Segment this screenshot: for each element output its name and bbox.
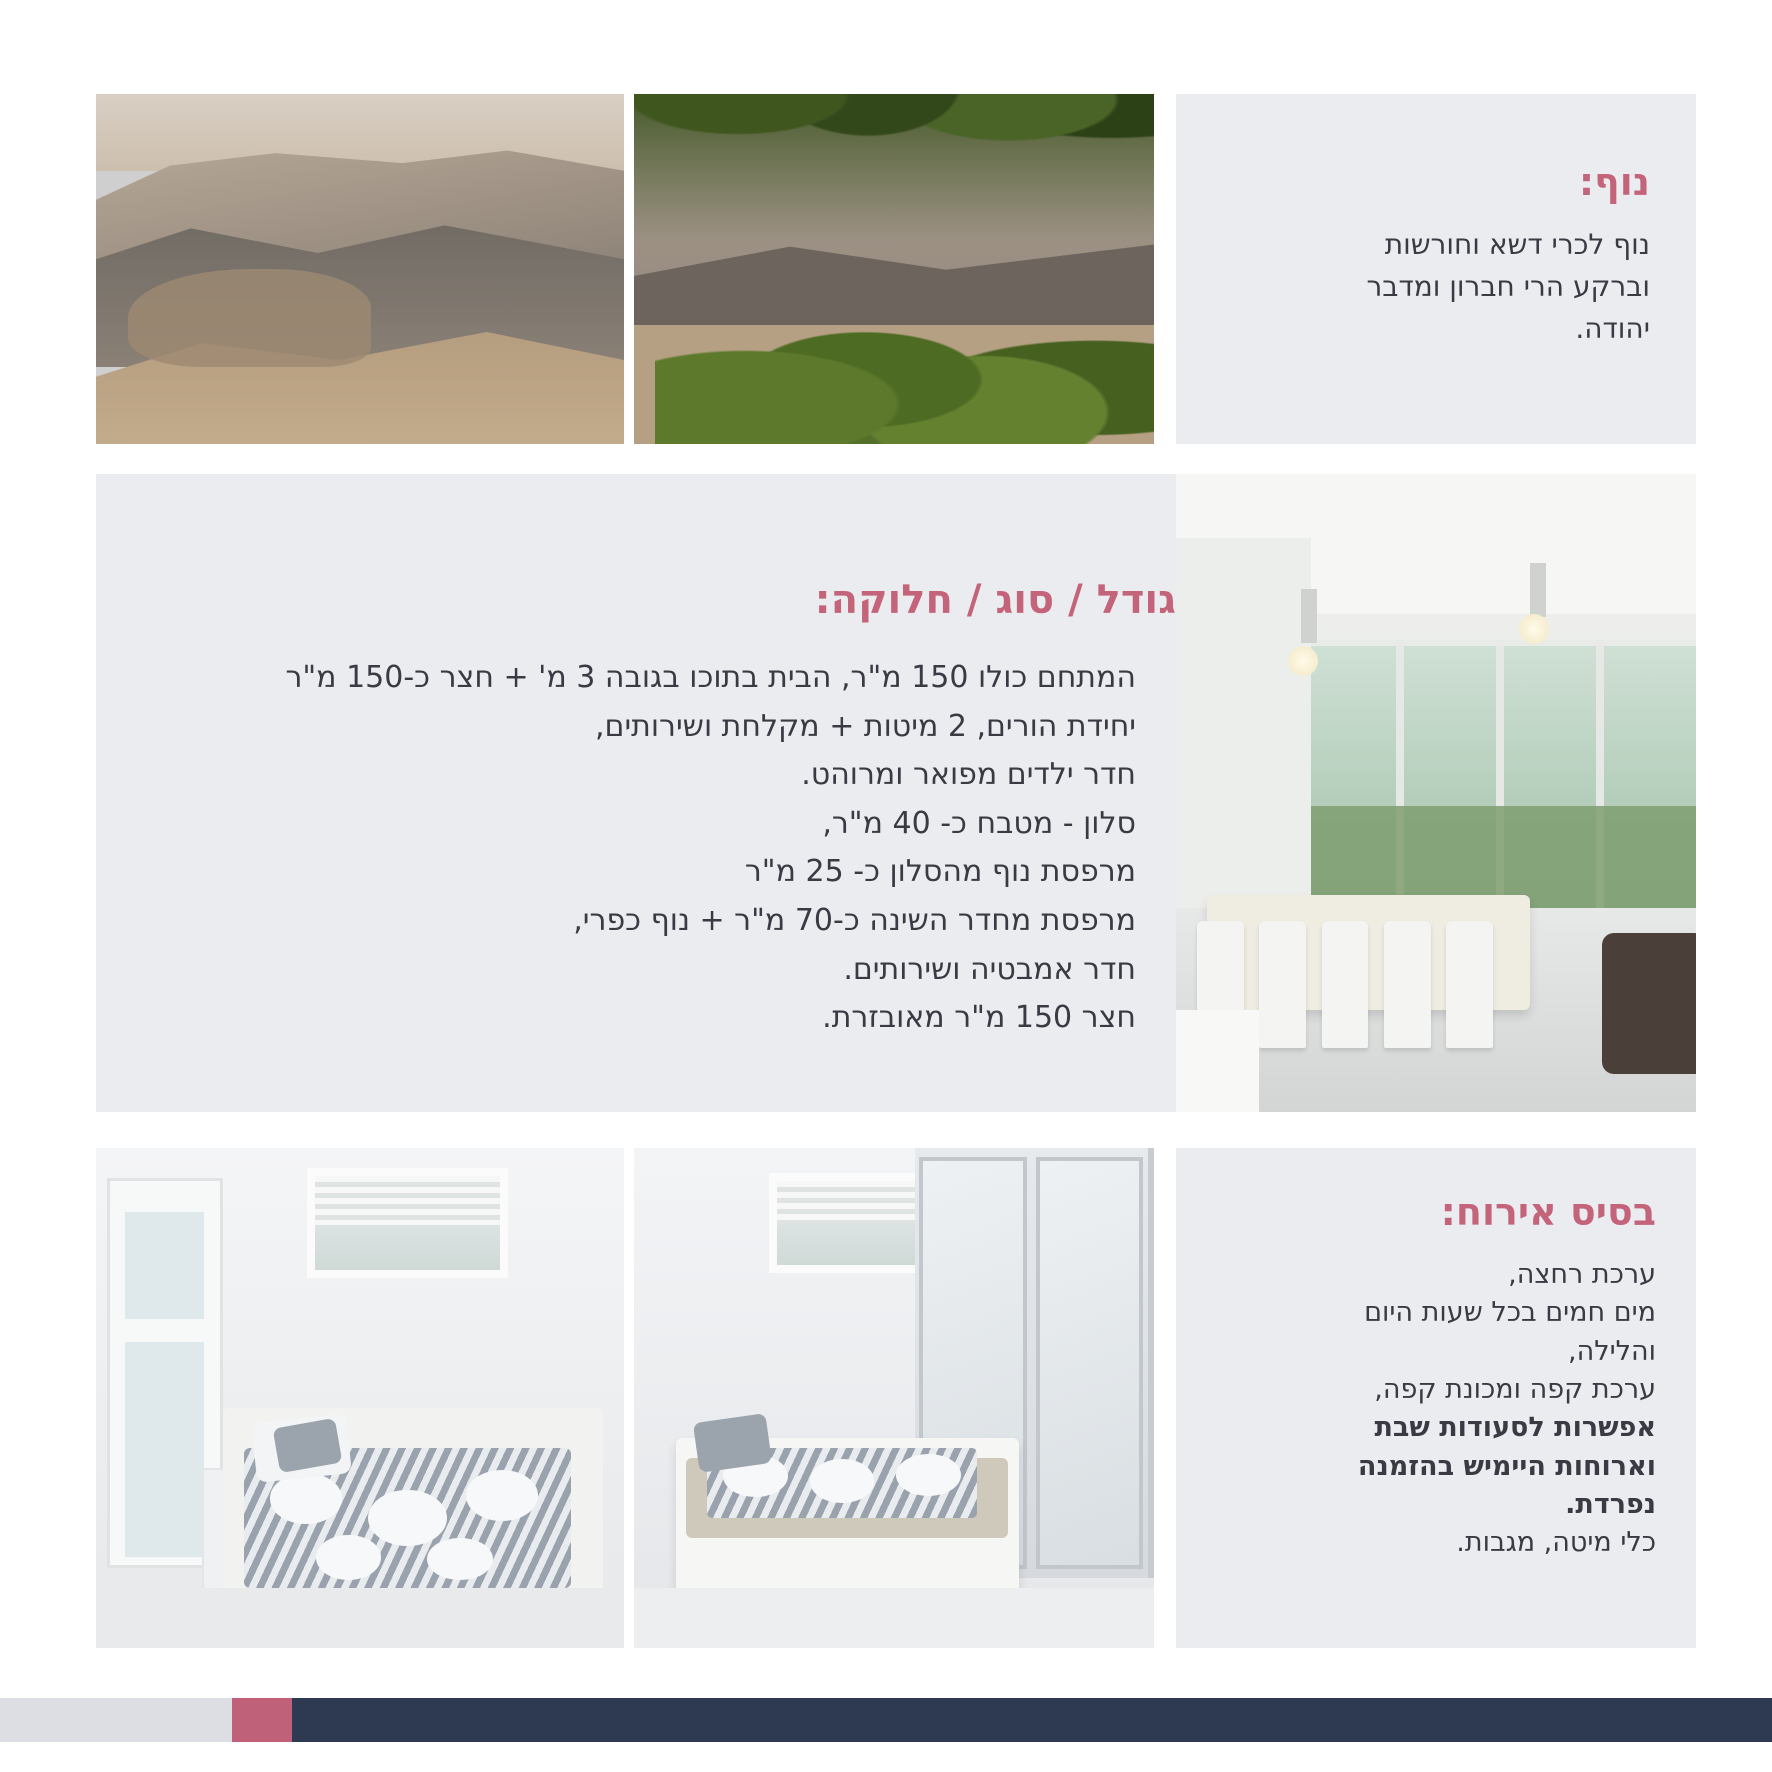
panel-lodging-title: בסיס אירוח: <box>1440 1190 1656 1234</box>
panel-lodging-basis <box>1176 1148 1696 1648</box>
panel-lodging-body <box>1212 1256 1656 1563</box>
panel-lodging-line: והלילה, <box>1568 1335 1656 1367</box>
photo-bedroom-two <box>634 1148 1154 1648</box>
panel-view-line: וברקע הרי חברון ומדבר <box>1366 270 1650 303</box>
panel-view <box>1176 94 1696 444</box>
footer-segment-dark <box>292 1698 1772 1742</box>
footer-bar <box>0 1698 1772 1742</box>
panel-view-body <box>1216 224 1650 350</box>
footer-segment-accent <box>232 1698 292 1742</box>
photo-living-room <box>1176 474 1696 1112</box>
panel-size-line: חדר ילדים מפואר ומרוהט. <box>801 757 1136 793</box>
photo-bedroom-one <box>96 1148 624 1648</box>
panel-size-line: המתחם כולו 150 מ"ר, הבית בתוכו בגובה 3 מ' + חצר כ-150 מ"ר <box>285 660 1136 695</box>
panel-size-line: יחידת הורים, 2 מיטות + מקלחת ושירותים, <box>595 708 1136 744</box>
panel-size-line: סלון - מטבח כ- 40 מ"ר, <box>822 805 1136 841</box>
panel-lodging-line: מים חמים בכל שעות היום <box>1364 1297 1656 1329</box>
panel-size-line: חצר 150 מ"ר מאובזרת. <box>822 1000 1136 1036</box>
panel-lodging-line: אפשרות לסעודות שבת <box>1374 1412 1656 1444</box>
panel-size-line: חדר אמבטיה ושירותים. <box>843 951 1136 987</box>
panel-lodging-line: וארוחות היימיש בהזמנה <box>1357 1450 1656 1482</box>
panel-lodging-line: ערכת קפה ומכונת קפה, <box>1374 1373 1656 1405</box>
panel-lodging-line: נפרדת. <box>1565 1488 1656 1520</box>
panel-size-line: מרפסת מחדר השינה כ-70 מ"ר + נוף כפרי, <box>573 902 1136 938</box>
panel-view-title: נוף: <box>1578 160 1650 204</box>
panel-size-line: מרפסת נוף מהסלון כ- 25 מ"ר <box>744 854 1136 890</box>
panel-view-line: יהודה. <box>1575 312 1650 345</box>
panel-lodging-line: ערכת רחצה, <box>1508 1259 1656 1290</box>
panel-size <box>96 474 1176 1112</box>
panel-view-line: נוף לכרי דשא וחורשות <box>1384 228 1650 261</box>
photo-desert-foliage <box>634 94 1154 444</box>
footer-segment-light <box>0 1698 232 1742</box>
panel-size-body <box>144 654 1136 1043</box>
panel-size-title: גודל / סוג / חלוקה: <box>814 577 1176 623</box>
photo-desert-hills <box>96 94 624 444</box>
panel-lodging-line: כלי מיטה, מגבות. <box>1456 1527 1656 1559</box>
